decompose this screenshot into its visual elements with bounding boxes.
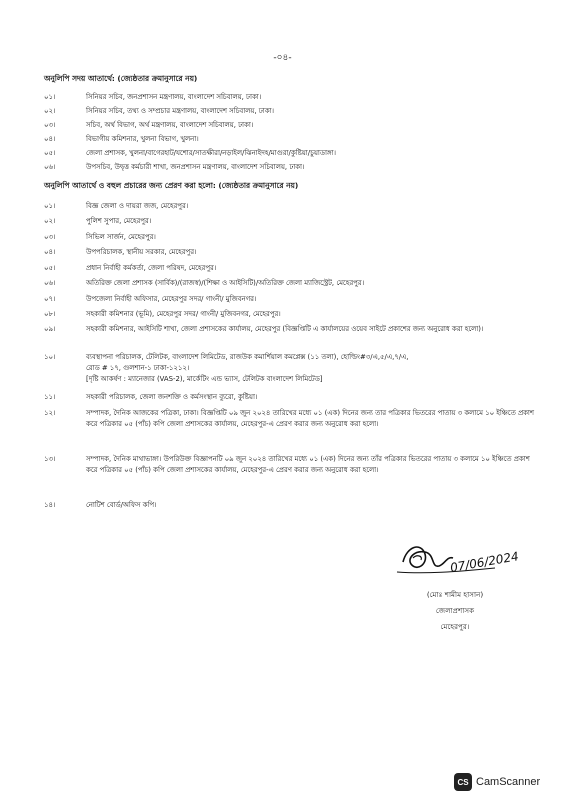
item-number: ০৯। xyxy=(44,325,56,333)
item-number: ১২। xyxy=(44,409,56,417)
camscanner-label: CamScanner xyxy=(476,776,541,788)
item-text: সিনিয়র সচিব, তথ্য ও সম্প্রচার মন্ত্রণালয়, বাংলাদেশ সচিবালয়, ঢাকা। xyxy=(86,107,275,115)
item-number: ১৩। xyxy=(44,455,56,463)
section2-item xyxy=(44,309,534,320)
item-text: ব্যবস্থাপনা পরিচালক, টেলিটক, বাংলাদেশ লিমিটেড, রাজউক কমার্শিয়াল কমপ্লেক্স (১১ তলা), হোল্ডিং#৩/এ,৫/এ,৭/এ, রোড # ১৭, গুলশান-১ ঢাকা-১২১২। [দৃষ্টি আকর্ষণ : ম্যানেজার (VAS-2), মার্কেটিং এন্ড ভ্যাস, টেলিটক বাংলাদেশ লিমিটেড] xyxy=(86,353,409,384)
item-text: বিভাগীয় কমিশনার, খুলনা বিভাগ, খুলনা। xyxy=(86,135,199,143)
item-number: ০৩। xyxy=(44,233,56,241)
section2-item xyxy=(44,392,534,403)
item-text: উপজেলা নির্বাহী অফিসার, মেহেরপুর সদর/ গাংনী/ মুজিবনগর। xyxy=(86,295,257,303)
section1-heading: অনুলিপি সদয় আতার্থে: (জ্যেষ্ঠতার ক্রমানুসারে নয়) xyxy=(44,74,198,83)
camscanner-watermark xyxy=(454,773,540,791)
section2-item xyxy=(44,232,534,243)
item-text: নোটিশ বোর্ড/অফিস কপি। xyxy=(86,501,157,509)
section2-item xyxy=(44,247,534,258)
item-number: ০৬। xyxy=(44,279,56,287)
section2-item xyxy=(44,454,534,476)
item-text: উপসচিব, উদ্বৃত্ত কর্মচারী শাখা, জনপ্রশাসন মন্ত্রণালয়, বাংলাদেশ সচিবালয়, ঢাকা। xyxy=(86,163,305,171)
signature-scribble xyxy=(395,528,535,584)
item-number: ০৮। xyxy=(44,310,56,318)
signature-date: 07/06/2024 xyxy=(449,549,520,575)
section2-item xyxy=(44,278,534,289)
handwritten-signature xyxy=(395,528,535,584)
camscanner-logo-icon: CS xyxy=(454,773,472,791)
section1-item xyxy=(44,120,534,131)
section2-item xyxy=(44,500,534,511)
section1-item xyxy=(44,162,534,173)
section2-item xyxy=(44,294,534,305)
section1-item xyxy=(44,92,534,103)
section2-item xyxy=(44,408,534,430)
item-text: সিভিল সার্জন, মেহেরপুর। xyxy=(86,233,156,241)
item-number: ১০। xyxy=(44,353,56,361)
section1-item xyxy=(44,148,534,159)
item-text: জেলা প্রশাসক, খুলনা/বাগেরহাট/যশোর/সাতক্ষীরা/নড়াইল/ঝিনাইদহ/মাগুরা/কুষ্টিয়া/চুয়াডাঙ্গা। xyxy=(86,149,336,157)
section2-item xyxy=(44,263,534,274)
signer-designation: জেলাপ্রশাসক xyxy=(435,606,475,615)
item-text: অতিরিক্ত জেলা প্রশাসক (সার্বিক)/(রাজস্ব)/(শিক্ষা ও আইসিটি)/অতিরিক্ত জেলা ম্যাজিস্ট্রেট, মেহেরপুর। xyxy=(86,279,365,287)
signer-name: (মোঃ শামীম হাসান) xyxy=(426,590,484,599)
section1-item xyxy=(44,134,534,145)
item-text: সম্পাদক, দৈনিক মাথাভাঙ্গা। উপরিউক্ত বিজ্ঞাপনটি ০৯ জুন ২০২৪ তারিখের মধ্যে ০১ (এক) দিনের জন্য তাঁর পত্রিকার ভিতরের পাতায় ৩ কলামে ১০ ইঞ্চিতে প্রকাশ করে পত্রিকার ০৫ (পাঁচ) কপি জেলা প্রশাসকের কার্যালয়, মেহেরপুর-এ প্রেরণ করার জন্য অনুরোধ করা হলো। xyxy=(86,455,530,475)
item-text: বিজ্ঞ জেলা ও দায়রা জজ, মেহেরপুর। xyxy=(86,202,189,210)
item-number: ০৫। xyxy=(44,264,56,272)
section2-item xyxy=(44,352,534,386)
item-number: ০৬। xyxy=(44,163,56,171)
item-text: প্রধান নির্বাহী কর্মকর্তা, জেলা পরিষদ, মেহেরপুর। xyxy=(86,264,217,272)
item-text: সহকারী পরিচালক, জেলা জনশক্তি ও কর্মসংস্থান ব্যুরো, কুষ্টিয়া। xyxy=(86,393,258,401)
section2-item xyxy=(44,201,534,212)
item-number: ০২। xyxy=(44,217,56,225)
item-number: ০৭। xyxy=(44,295,56,303)
item-text: সিনিয়র সচিব, জনপ্রশাসন মন্ত্রণালয়, বাংলাদেশ সচিবালয়, ঢাকা। xyxy=(86,93,262,101)
item-number: ০১। xyxy=(44,202,56,210)
item-text: সম্পাদক, দৈনিক আজকের পত্রিকা, ঢাকা। বিজ্ঞপ্তিটি ০৯ জুন ২০২৪ তারিখের মধ্যে ০১ (এক) দিনের জন্য তার পত্রিকার ভিতরের পাতায় ৩ কলামে ১০ ইঞ্চিতে প্রকাশ করে পত্রিকার ০৫ (পাঁচ) কপি জেলা প্রশাসকের কার্যালয়, মেহেরপুর-এ প্রেরণ করার জন্য অনুরোধ করা হলো। xyxy=(86,409,534,429)
item-number: ০৫। xyxy=(44,149,56,157)
section1-item xyxy=(44,106,534,117)
item-number: ০৪। xyxy=(44,135,56,143)
item-number: ১১। xyxy=(44,393,56,401)
item-number: ১৪। xyxy=(44,501,56,509)
item-number: ০১। xyxy=(44,93,56,101)
item-text: সচিব, অর্থ বিভাগ, অর্থ মন্ত্রণালয়, বাংলাদেশ সচিবালয়, ঢাকা। xyxy=(86,121,254,129)
section2-item xyxy=(44,216,534,227)
page-number: -০৪- xyxy=(273,53,292,63)
signer-place: মেহেরপুর। xyxy=(440,622,470,631)
item-number: ০৪। xyxy=(44,248,56,256)
item-text: সহকারী কমিশনার (ভূমি), মেহেরপুর সদর/ গাংনী/ মুজিবনগর, মেহেরপুর। xyxy=(86,310,281,318)
item-text: সহকারী কমিশনার, আইসিটি শাখা, জেলা প্রশাসকের কার্যালয়, মেহেরপুর (বিজ্ঞপ্তিটি এ কার্যালয়ের ওয়েব সাইটে প্রকাশের জন্য অনুরোধ করা হলো)। xyxy=(86,325,484,333)
item-number: ০৩। xyxy=(44,121,56,129)
section2-heading: অনুলিপি আতার্থে ও বহুল প্রচারের জন্য প্রেরণ করা হলো: (জ্যেষ্ঠতার ক্রমানুসারে নয়) xyxy=(44,181,299,190)
section2-item xyxy=(44,324,534,335)
item-number: ০২। xyxy=(44,107,56,115)
item-text: উপপরিচালক, স্থানীয় সরকার, মেহেরপুর। xyxy=(86,248,197,256)
item-text: পুলিশ সুপার, মেহেরপুর। xyxy=(86,217,152,225)
